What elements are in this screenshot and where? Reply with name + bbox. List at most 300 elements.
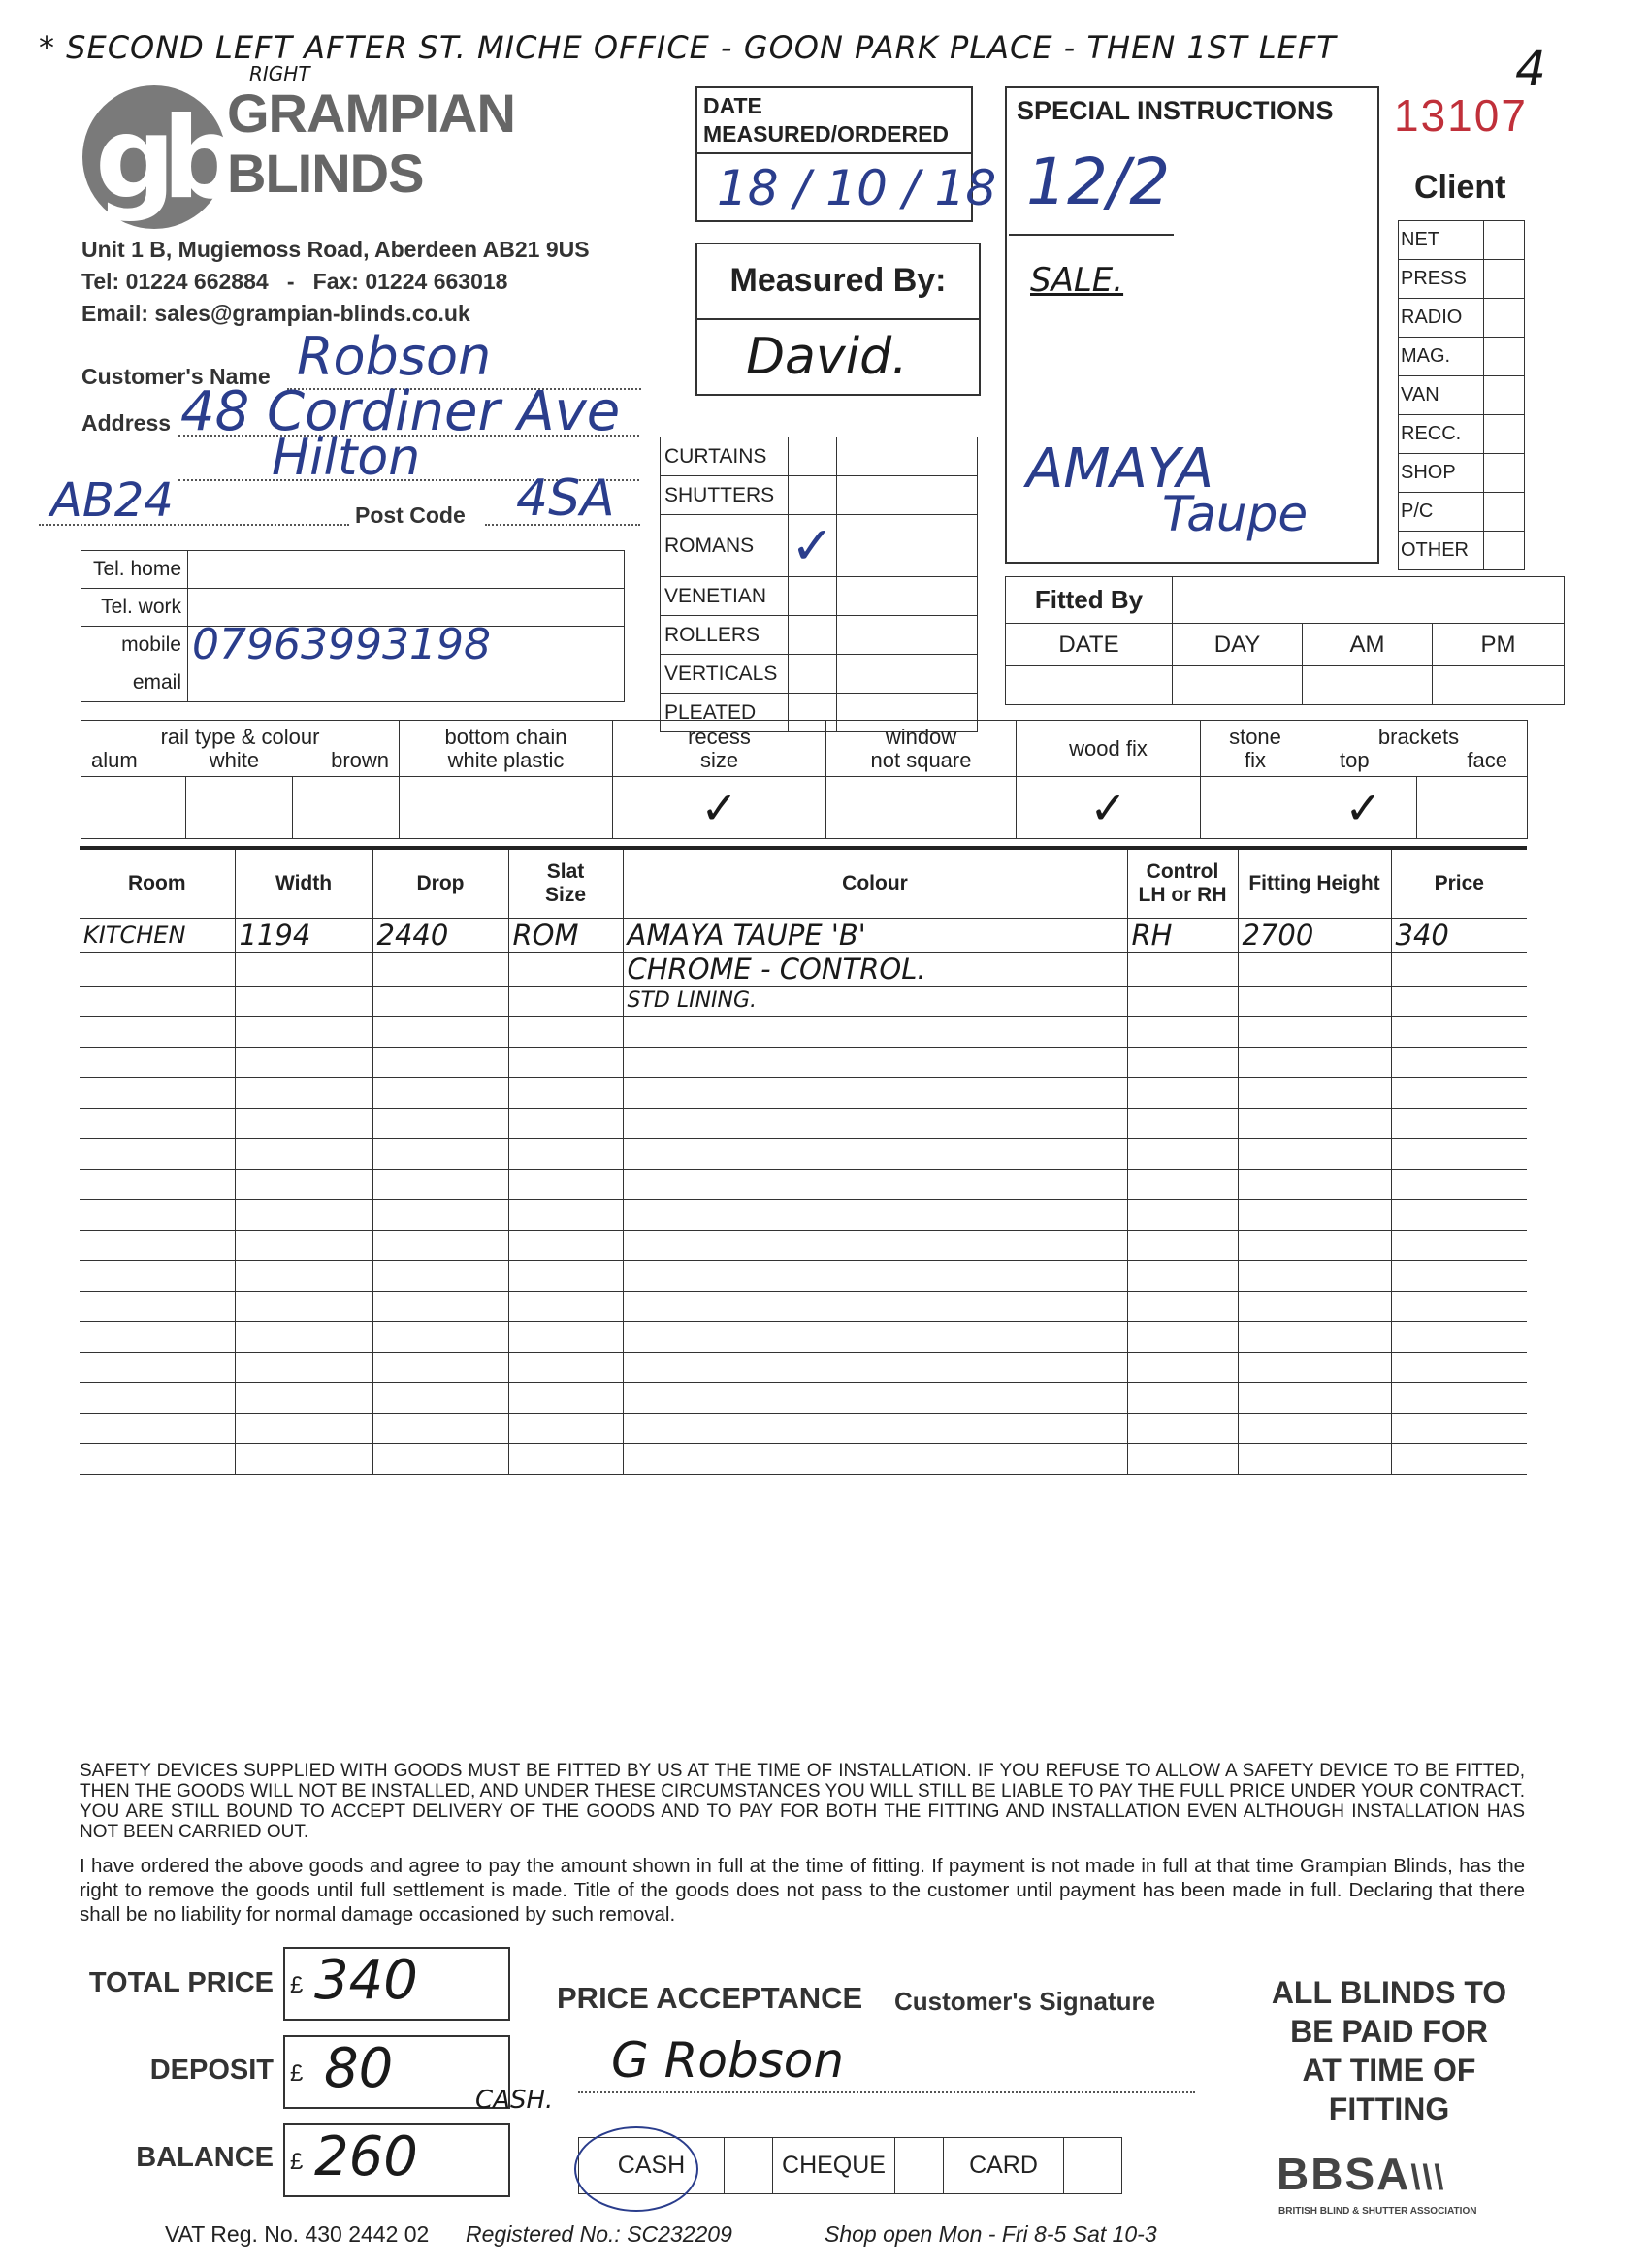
cell-drop[interactable] [372, 1017, 508, 1048]
cell-width[interactable] [235, 1200, 372, 1231]
currency-symbol: £ [290, 2149, 304, 2175]
special-instructions-label: SPECIAL INSTRUCTIONS [1017, 96, 1334, 125]
col-control-line2: LH or RH [1138, 883, 1227, 906]
cell-room[interactable] [80, 1444, 235, 1475]
cell-colour[interactable] [623, 1444, 1127, 1475]
cell-drop[interactable] [372, 1261, 508, 1292]
cell-colour[interactable] [623, 1413, 1127, 1444]
cell-price[interactable] [1391, 1230, 1527, 1261]
white-checkbox[interactable] [186, 777, 293, 839]
table-row [80, 1261, 1527, 1292]
measured-by-label: Measured By: [697, 244, 979, 320]
product-checkbox[interactable] [789, 476, 837, 515]
total-price-label: TOTAL PRICE [88, 1967, 274, 1998]
cell-colour[interactable] [623, 1017, 1127, 1048]
fitted-date-cell[interactable] [1006, 666, 1173, 705]
cell-slat[interactable] [508, 1352, 623, 1383]
cell-room[interactable] [80, 1017, 235, 1048]
cell-width[interactable] [235, 1444, 372, 1475]
cell-slat[interactable] [508, 1322, 623, 1353]
notice-line4: FITTING [1328, 2091, 1450, 2126]
cell-room[interactable] [80, 986, 235, 1017]
client-source-label: SHOP [1399, 454, 1484, 493]
shop-hours: Shop open Mon - Fri 8-5 Sat 10-3 [824, 2221, 1157, 2247]
bottom-chain-label: bottom chain [444, 724, 567, 749]
balance-box [283, 2123, 510, 2197]
payment-method-table [578, 2137, 1122, 2194]
cell-price[interactable]: 340 [1391, 918, 1527, 952]
cell-control[interactable] [1127, 1261, 1238, 1292]
cell-control[interactable] [1127, 1078, 1238, 1109]
cell-fitting[interactable] [1238, 1108, 1391, 1139]
client-source-label: NET [1399, 221, 1484, 260]
client-source-table [1398, 220, 1525, 570]
product-checkbox[interactable] [789, 437, 837, 476]
product-extra [837, 655, 978, 694]
instructions-divider [1009, 234, 1174, 236]
client-checkbox[interactable] [1484, 493, 1525, 532]
cell-drop[interactable] [372, 952, 508, 986]
cell-drop[interactable] [372, 1169, 508, 1200]
cell-control[interactable] [1127, 1352, 1238, 1383]
cell-width[interactable] [235, 1169, 372, 1200]
phone-value[interactable] [188, 551, 625, 589]
cell-fitting[interactable] [1238, 1047, 1391, 1078]
card-checkbox[interactable] [1064, 2138, 1122, 2194]
table-row [80, 1200, 1527, 1231]
cell-room[interactable] [80, 1169, 235, 1200]
cell-price[interactable] [1391, 1108, 1527, 1139]
cell-drop[interactable] [372, 1322, 508, 1353]
cell-price[interactable] [1391, 1261, 1527, 1292]
cell-drop[interactable] [372, 1413, 508, 1444]
client-row[interactable] [1399, 532, 1525, 570]
fitted-by-label: Fitted By [1006, 577, 1173, 624]
cell-control[interactable] [1127, 1017, 1238, 1048]
cell-drop[interactable] [372, 1383, 508, 1414]
rail-alum-label: alum [91, 747, 138, 772]
cell-slat[interactable] [508, 952, 623, 986]
cell-room[interactable] [80, 1261, 235, 1292]
product-checkbox[interactable] [789, 655, 837, 694]
bottom-chain-checkbox[interactable] [400, 777, 613, 839]
cell-fitting[interactable]: 2700 [1238, 918, 1391, 952]
client-row[interactable] [1399, 221, 1525, 260]
balance-value[interactable]: 260 [314, 2125, 418, 2188]
cell-drop[interactable] [372, 1444, 508, 1475]
recess-checkbox[interactable]: ✓ [613, 777, 826, 839]
bbsa-logo-text: BBSA [1277, 2149, 1411, 2199]
payment-card[interactable] [944, 2138, 1064, 2194]
phone-row [81, 627, 625, 664]
cell-width[interactable] [235, 1230, 372, 1261]
cell-control[interactable] [1127, 1291, 1238, 1322]
cell-price[interactable] [1391, 952, 1527, 986]
cell-slat[interactable] [508, 1047, 623, 1078]
cell-fitting[interactable] [1238, 1291, 1391, 1322]
page-number: 4 [1515, 41, 1546, 97]
fitted-col-date: DATE [1006, 624, 1173, 666]
table-row [80, 1047, 1527, 1078]
cell-slat[interactable] [508, 986, 623, 1017]
address-value-2[interactable]: Hilton [272, 429, 421, 487]
cell-room[interactable] [80, 1078, 235, 1109]
client-checkbox[interactable] [1484, 299, 1525, 338]
cell-control[interactable] [1127, 1108, 1238, 1139]
cell-drop[interactable] [372, 1200, 508, 1231]
cell-room[interactable] [80, 952, 235, 986]
table-row [80, 1230, 1527, 1261]
cell-slat[interactable] [508, 1169, 623, 1200]
cell-control[interactable] [1127, 1444, 1238, 1475]
cell-width[interactable] [235, 1047, 372, 1078]
product-row[interactable] [661, 515, 978, 577]
company-email: Email: sales@grampian-blinds.co.uk [81, 301, 470, 326]
col-control [1127, 848, 1238, 918]
registered-number: Registered No.: SC232209 [466, 2221, 732, 2247]
cell-price[interactable] [1391, 1047, 1527, 1078]
cell-drop[interactable] [372, 1047, 508, 1078]
table-row [80, 952, 1527, 986]
client-row[interactable] [1399, 454, 1525, 493]
client-checkbox[interactable] [1484, 532, 1525, 570]
client-row[interactable] [1399, 338, 1525, 376]
cell-fitting[interactable] [1238, 1078, 1391, 1109]
cell-fitting[interactable] [1238, 1413, 1391, 1444]
cell-drop[interactable] [372, 986, 508, 1017]
wood-fix-label: wood fix [1017, 721, 1201, 777]
address-value-1[interactable]: 48 Cordiner Ave [180, 380, 621, 443]
white-plastic-label: white plastic [447, 747, 565, 772]
cell-drop[interactable] [372, 1352, 508, 1383]
cell-room[interactable] [80, 1291, 235, 1322]
cell-control[interactable] [1127, 1200, 1238, 1231]
cell-fitting[interactable] [1238, 1322, 1391, 1353]
cell-room[interactable] [80, 1108, 235, 1139]
cell-price[interactable] [1391, 1017, 1527, 1048]
fitted-col-day: DAY [1173, 624, 1303, 666]
client-source-label: VAN [1399, 376, 1484, 415]
cell-fitting[interactable] [1238, 1230, 1391, 1261]
cell-control[interactable] [1127, 1413, 1238, 1444]
fitted-day-cell[interactable] [1173, 666, 1303, 705]
cell-room[interactable] [80, 1413, 235, 1444]
deposit-value[interactable]: 80 [324, 2037, 394, 2100]
cell-colour[interactable] [623, 1108, 1127, 1139]
brackets-top-checkbox[interactable]: ✓ [1310, 777, 1417, 839]
cell-price[interactable] [1391, 1078, 1527, 1109]
client-source-label: RADIO [1399, 299, 1484, 338]
window-checkbox[interactable] [826, 777, 1017, 839]
client-row[interactable] [1399, 260, 1525, 299]
client-row[interactable] [1399, 299, 1525, 338]
cell-drop[interactable] [372, 1230, 508, 1261]
cell-width[interactable] [235, 1413, 372, 1444]
postcode-prefix[interactable]: AB24 [50, 473, 174, 528]
cash-checkbox[interactable] [725, 2138, 773, 2194]
client-checkbox[interactable] [1484, 454, 1525, 493]
product-row[interactable] [661, 476, 978, 515]
cell-colour[interactable] [623, 1352, 1127, 1383]
cell-control[interactable] [1127, 1383, 1238, 1414]
cell-price[interactable] [1391, 1383, 1527, 1414]
cell-slat[interactable] [508, 1078, 623, 1109]
cell-price[interactable] [1391, 1352, 1527, 1383]
table-row [80, 1078, 1527, 1109]
cell-slat[interactable] [508, 1200, 623, 1231]
product-row[interactable] [661, 655, 978, 694]
cell-room[interactable] [80, 1352, 235, 1383]
cell-room[interactable] [80, 1200, 235, 1231]
recess-label: recess [688, 724, 751, 749]
product-table [660, 437, 978, 732]
cell-colour[interactable] [623, 1383, 1127, 1414]
cell-control[interactable] [1127, 1169, 1238, 1200]
cell-room[interactable] [80, 1139, 235, 1170]
cell-slat[interactable] [508, 1261, 623, 1292]
table-row [80, 1383, 1527, 1414]
order-number: 13107 [1394, 90, 1528, 141]
cell-slat[interactable]: ROM [508, 918, 623, 952]
not-square-label: not square [870, 747, 972, 772]
company-address: Unit 1 B, Mugiemoss Road, Aberdeen AB21 9US [81, 237, 590, 262]
fitted-by-value[interactable] [1173, 577, 1565, 624]
cell-slat[interactable] [508, 1413, 623, 1444]
table-row [80, 918, 1527, 952]
cell-fitting[interactable] [1238, 1352, 1391, 1383]
cell-drop[interactable] [372, 1078, 508, 1109]
phone-row [81, 551, 625, 589]
product-extra [837, 437, 978, 476]
customer-signature[interactable]: G Robson [611, 2032, 845, 2089]
directions-note: * SECOND LEFT AFTER ST. MICHE OFFICE - GOON PARK PLACE - THEN 1ST LEFT [39, 29, 1337, 66]
cell-drop[interactable] [372, 1108, 508, 1139]
cell-width[interactable] [235, 1261, 372, 1292]
cell-price[interactable] [1391, 1139, 1527, 1170]
table-row [80, 1322, 1527, 1353]
payment-agreement: I have ordered the above goods and agree to pay the amount shown in full at the time of fitting. If payment is not made in full at that time Grampian Blinds, has the right to remove the goods until full settlement is made. Title of the goods does not pass to the customer until payment has been made in full. Declaring that there shall be no liability for normal damage occasioned by such removal. [80, 1855, 1525, 1926]
product-label: VERTICALS [661, 655, 789, 694]
table-row [80, 1139, 1527, 1170]
cell-price[interactable] [1391, 1413, 1527, 1444]
product-extra [837, 577, 978, 616]
phone-value[interactable] [188, 664, 625, 702]
cell-fitting[interactable] [1238, 952, 1391, 986]
cell-room[interactable] [80, 1383, 235, 1414]
cell-colour[interactable] [623, 1291, 1127, 1322]
product-checkbox[interactable] [789, 616, 837, 655]
cell-width[interactable] [235, 1139, 372, 1170]
cell-colour[interactable] [623, 1169, 1127, 1200]
cell-colour[interactable]: CHROME - CONTROL. [623, 952, 1127, 986]
client-source-label: OTHER [1399, 532, 1484, 570]
product-label: PLEATED [661, 694, 789, 732]
cell-slat[interactable] [508, 1291, 623, 1322]
cell-control[interactable] [1127, 1047, 1238, 1078]
cell-colour[interactable] [623, 1047, 1127, 1078]
cell-drop[interactable]: 2440 [372, 918, 508, 952]
special-instructions-box [1005, 86, 1379, 564]
cell-width[interactable] [235, 1291, 372, 1322]
fix-label: fix [1245, 747, 1266, 772]
vat-number: VAT Reg. No. 430 2442 02 [165, 2221, 430, 2247]
fitted-col-pm: PM [1433, 624, 1565, 666]
brackets-face-checkbox[interactable] [1417, 777, 1528, 839]
cell-price[interactable] [1391, 1200, 1527, 1231]
brown-checkbox[interactable] [293, 777, 400, 839]
cell-colour[interactable] [623, 1230, 1127, 1261]
client-checkbox[interactable] [1484, 221, 1525, 260]
company-name-line2: BLINDS [227, 143, 424, 204]
cell-colour[interactable] [623, 1139, 1127, 1170]
stone-fix-checkbox[interactable] [1201, 777, 1310, 839]
brackets-header [1310, 721, 1528, 777]
price-acceptance-label: PRICE ACCEPTANCE [557, 1981, 863, 2015]
cell-drop[interactable] [372, 1291, 508, 1322]
special-instructions-line4[interactable]: Taupe [1162, 486, 1309, 542]
cell-slat[interactable] [508, 1108, 623, 1139]
cell-slat[interactable] [508, 1230, 623, 1261]
client-source-label: RECC. [1399, 415, 1484, 454]
table-row [80, 986, 1527, 1017]
product-checkbox[interactable] [789, 577, 837, 616]
cell-width[interactable] [235, 1322, 372, 1353]
cell-price[interactable] [1391, 1291, 1527, 1322]
alum-checkbox[interactable] [81, 777, 186, 839]
cell-control[interactable] [1127, 952, 1238, 986]
product-row[interactable] [661, 437, 978, 476]
cell-control[interactable] [1127, 1322, 1238, 1353]
brackets-label: brackets [1377, 724, 1460, 749]
col-control-line1: Control [1146, 859, 1219, 883]
total-price-box [283, 1947, 510, 2021]
rail-brown-label: brown [331, 747, 389, 772]
cell-fitting[interactable] [1238, 1444, 1391, 1475]
client-checkbox[interactable] [1484, 415, 1525, 454]
cell-width[interactable] [235, 1108, 372, 1139]
signature-line [578, 2091, 1195, 2093]
phone-label: email [81, 664, 188, 702]
cell-colour[interactable]: STD LINING. [623, 986, 1127, 1017]
cell-colour[interactable] [623, 1322, 1127, 1353]
cash-selected-circle [574, 2126, 698, 2212]
measured-by-value[interactable]: David. [746, 328, 908, 386]
cell-width[interactable] [235, 1352, 372, 1383]
cell-colour[interactable]: AMAYA TAUPE 'B' [623, 918, 1127, 952]
col-slat-line2: Size [544, 883, 587, 906]
total-price-value[interactable]: 340 [314, 1949, 418, 2012]
payment-cheque[interactable] [773, 2138, 895, 2194]
special-instructions-line1[interactable]: 12/2 [1026, 145, 1171, 219]
payment-notice [1234, 1973, 1544, 2128]
cell-fitting[interactable] [1238, 986, 1391, 1017]
customer-name-value[interactable]: Robson [297, 326, 492, 387]
phone-label: mobile [81, 627, 188, 664]
cell-fitting[interactable] [1238, 1017, 1391, 1048]
client-row[interactable] [1399, 415, 1525, 454]
cell-colour[interactable] [623, 1078, 1127, 1109]
currency-symbol: £ [290, 2060, 304, 2087]
fitted-am-cell[interactable] [1303, 666, 1433, 705]
fitted-pm-cell[interactable] [1433, 666, 1565, 705]
cell-slat[interactable] [508, 1139, 623, 1170]
cell-width[interactable] [235, 1383, 372, 1414]
product-row[interactable] [661, 577, 978, 616]
cell-control[interactable]: RH [1127, 918, 1238, 952]
cell-fitting[interactable] [1238, 1383, 1391, 1414]
date-box [695, 86, 997, 222]
product-label: CURTAINS [661, 437, 789, 476]
cell-colour[interactable] [623, 1200, 1127, 1231]
brackets-face-label: face [1467, 747, 1507, 772]
cell-slat[interactable] [508, 1383, 623, 1414]
notice-line1: ALL BLINDS TO [1271, 1975, 1507, 2010]
product-checkbox[interactable]: ✓ [789, 515, 837, 577]
cell-drop[interactable] [372, 1139, 508, 1170]
payment-cash[interactable] [579, 2138, 725, 2194]
cell-price[interactable] [1391, 1444, 1527, 1475]
client-checkbox[interactable] [1484, 338, 1525, 376]
cell-price[interactable] [1391, 986, 1527, 1017]
cell-room[interactable] [80, 1047, 235, 1078]
postcode-value[interactable]: 4SA [516, 470, 615, 528]
cell-control[interactable] [1127, 986, 1238, 1017]
bbsa-slash-icon: \\\ [1410, 2157, 1446, 2197]
date-value[interactable]: 18 / 10 / 18 [717, 160, 997, 216]
brackets-top-label: top [1340, 747, 1370, 772]
cell-colour[interactable] [623, 1261, 1127, 1292]
client-checkbox[interactable] [1484, 376, 1525, 415]
cell-room[interactable] [80, 1322, 235, 1353]
cell-width[interactable] [235, 986, 372, 1017]
window-header [826, 721, 1017, 777]
cheque-checkbox[interactable] [895, 2138, 944, 2194]
special-instructions-line2[interactable]: SALE. [1030, 261, 1124, 300]
col-width: Width [235, 848, 372, 918]
cell-width[interactable] [235, 952, 372, 986]
client-row[interactable] [1399, 493, 1525, 532]
cell-width[interactable]: 1194 [235, 918, 372, 952]
cell-fitting[interactable] [1238, 1169, 1391, 1200]
client-source-label: MAG. [1399, 338, 1484, 376]
payment-cheque-label: CHEQUE [782, 2152, 886, 2179]
special-instructions-line3[interactable]: AMAYA [1026, 437, 1214, 501]
client-checkbox[interactable] [1484, 260, 1525, 299]
cell-fitting[interactable] [1238, 1200, 1391, 1231]
client-row[interactable] [1399, 376, 1525, 415]
product-row[interactable] [661, 616, 978, 655]
cell-control[interactable] [1127, 1139, 1238, 1170]
cell-fitting[interactable] [1238, 1139, 1391, 1170]
cell-width[interactable] [235, 1017, 372, 1048]
cell-width[interactable] [235, 1078, 372, 1109]
cell-slat[interactable] [508, 1444, 623, 1475]
wood-fix-checkbox[interactable]: ✓ [1017, 777, 1201, 839]
cell-room[interactable] [80, 1230, 235, 1261]
cell-price[interactable] [1391, 1322, 1527, 1353]
cell-slat[interactable] [508, 1017, 623, 1048]
product-label: SHUTTERS [661, 476, 789, 515]
size-label: size [699, 747, 739, 772]
deposit-label: DEPOSIT [149, 2055, 274, 2086]
cell-price[interactable] [1391, 1169, 1527, 1200]
cell-fitting[interactable] [1238, 1261, 1391, 1292]
cell-room[interactable]: KITCHEN [80, 918, 235, 952]
client-source-label: PRESS [1399, 260, 1484, 299]
recess-header [613, 721, 826, 777]
cell-control[interactable] [1127, 1230, 1238, 1261]
phone-value[interactable]: 07963993198 [188, 627, 625, 664]
